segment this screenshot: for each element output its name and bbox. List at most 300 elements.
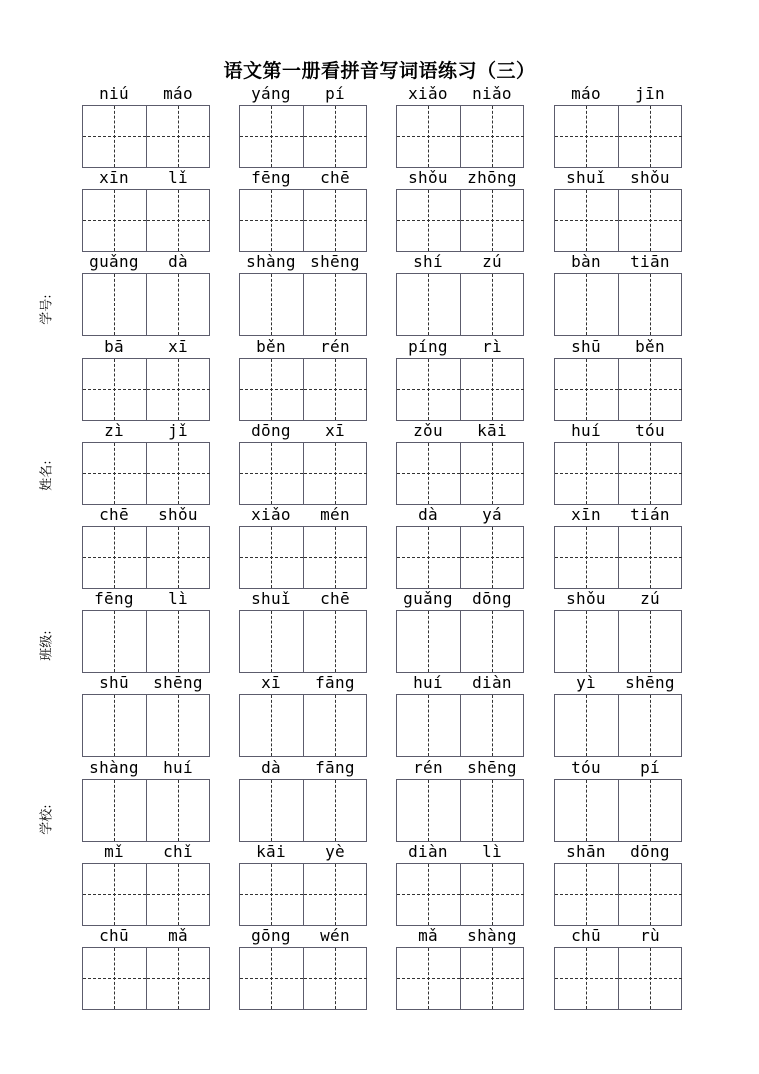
horizontal-guide-line bbox=[555, 389, 618, 390]
tianzi-cell[interactable] bbox=[460, 864, 524, 925]
vertical-guide-line bbox=[650, 274, 651, 335]
tianzi-cell[interactable] bbox=[240, 864, 303, 925]
pinyin-syllable: yè bbox=[325, 841, 345, 861]
tianzi-cell[interactable] bbox=[397, 527, 460, 588]
horizontal-guide-line bbox=[83, 389, 146, 390]
tianzi-cell[interactable] bbox=[460, 948, 524, 1009]
horizontal-guide-line bbox=[461, 473, 524, 474]
horizontal-guide-line bbox=[304, 136, 367, 137]
tianzi-cell[interactable] bbox=[460, 695, 524, 756]
tianzi-cell[interactable] bbox=[303, 948, 367, 1009]
word-box bbox=[554, 421, 682, 505]
tianzi-cell[interactable] bbox=[618, 106, 682, 167]
tianzi-cell[interactable] bbox=[555, 190, 618, 251]
pinyin-syllable: yì bbox=[576, 673, 596, 693]
pinyin-syllable: dōng bbox=[251, 420, 291, 440]
word-box bbox=[82, 589, 210, 673]
tianzi-cell[interactable] bbox=[303, 611, 367, 672]
horizontal-guide-line bbox=[240, 557, 303, 558]
tianzi-cell[interactable] bbox=[146, 443, 210, 504]
pinyin-syllable: shān bbox=[566, 841, 606, 861]
vertical-guide-line bbox=[335, 274, 336, 335]
pinyin-syllable: xī bbox=[261, 673, 281, 693]
horizontal-guide-line bbox=[555, 136, 618, 137]
side-label-field: 班级: bbox=[39, 630, 55, 661]
writing-grid[interactable] bbox=[396, 189, 524, 252]
tianzi-cell[interactable] bbox=[146, 695, 210, 756]
word-box bbox=[554, 337, 682, 421]
horizontal-guide-line bbox=[83, 978, 146, 979]
horizontal-guide-line bbox=[304, 220, 367, 221]
tianzi-cell[interactable] bbox=[240, 948, 303, 1009]
tianzi-cell[interactable] bbox=[397, 611, 460, 672]
pinyin-syllable: chū bbox=[571, 926, 601, 945]
pinyin-syllable: běn bbox=[256, 336, 286, 356]
pinyin-syllable: dà bbox=[418, 505, 438, 524]
tianzi-cell[interactable] bbox=[618, 359, 682, 420]
pinyin-syllable: chē bbox=[320, 589, 350, 609]
tianzi-cell[interactable] bbox=[303, 527, 367, 588]
writing-grid[interactable] bbox=[82, 610, 210, 673]
pinyin-syllable: tiān bbox=[630, 252, 670, 272]
tianzi-cell[interactable] bbox=[240, 359, 303, 420]
tianzi-cell[interactable] bbox=[83, 359, 146, 420]
vertical-guide-line bbox=[492, 274, 493, 335]
horizontal-guide-line bbox=[240, 894, 303, 895]
tianzi-cell[interactable] bbox=[618, 190, 682, 251]
pinyin-syllable: mén bbox=[320, 505, 350, 524]
word-box bbox=[396, 505, 524, 589]
pinyin-syllable: huí bbox=[163, 757, 193, 777]
horizontal-guide-line bbox=[397, 220, 460, 221]
horizontal-guide-line bbox=[147, 894, 210, 895]
tianzi-cell[interactable] bbox=[83, 695, 146, 756]
horizontal-guide-line bbox=[619, 894, 682, 895]
horizontal-guide-line bbox=[555, 557, 618, 558]
pinyin-syllable: běn bbox=[635, 336, 665, 356]
tianzi-cell[interactable] bbox=[146, 359, 210, 420]
tianzi-cell[interactable] bbox=[146, 611, 210, 672]
tianzi-cell[interactable] bbox=[146, 274, 210, 335]
vertical-guide-line bbox=[428, 274, 429, 335]
horizontal-guide-line bbox=[555, 473, 618, 474]
vertical-guide-line bbox=[271, 611, 272, 672]
word-box bbox=[396, 673, 524, 757]
horizontal-guide-line bbox=[83, 220, 146, 221]
pinyin-syllable: shū bbox=[571, 336, 601, 356]
pinyin-syllable: guǎng bbox=[89, 252, 139, 272]
vertical-guide-line bbox=[114, 611, 115, 672]
pinyin-syllable: zú bbox=[640, 589, 660, 609]
pinyin-syllable: shǒu bbox=[566, 589, 606, 609]
horizontal-guide-line bbox=[147, 136, 210, 137]
horizontal-guide-line bbox=[619, 136, 682, 137]
horizontal-guide-line bbox=[397, 557, 460, 558]
horizontal-guide-line bbox=[240, 473, 303, 474]
horizontal-guide-line bbox=[461, 978, 524, 979]
horizontal-guide-line bbox=[240, 978, 303, 979]
tianzi-cell[interactable] bbox=[555, 948, 618, 1009]
horizontal-guide-line bbox=[555, 978, 618, 979]
writing-grid[interactable] bbox=[554, 779, 682, 842]
tianzi-cell[interactable] bbox=[397, 948, 460, 1009]
pinyin-syllable: diàn bbox=[472, 673, 512, 693]
tianzi-cell[interactable] bbox=[397, 274, 460, 335]
pinyin-syllable: shǒu bbox=[408, 168, 448, 188]
horizontal-guide-line bbox=[619, 557, 682, 558]
side-label-field: 姓名: bbox=[39, 460, 55, 491]
word-box bbox=[82, 505, 210, 589]
tianzi-cell[interactable] bbox=[460, 106, 524, 167]
pinyin-syllable: shǒu bbox=[158, 505, 198, 524]
horizontal-guide-line bbox=[555, 894, 618, 895]
pinyin-syllable: shuǐ bbox=[251, 589, 291, 609]
tianzi-cell[interactable] bbox=[146, 780, 210, 841]
horizontal-guide-line bbox=[304, 473, 367, 474]
horizontal-guide-line bbox=[397, 473, 460, 474]
vertical-guide-line bbox=[178, 611, 179, 672]
tianzi-cell[interactable] bbox=[240, 695, 303, 756]
pinyin-syllable: shēng bbox=[467, 757, 517, 777]
pinyin-syllable: chū bbox=[99, 926, 129, 945]
tianzi-cell[interactable] bbox=[555, 780, 618, 841]
tianzi-cell[interactable] bbox=[460, 443, 524, 504]
pinyin-syllable: yá bbox=[482, 505, 502, 524]
writing-grid[interactable] bbox=[82, 779, 210, 842]
horizontal-guide-line bbox=[304, 557, 367, 558]
pinyin-syllable: chē bbox=[320, 168, 350, 188]
writing-grid[interactable] bbox=[554, 358, 682, 421]
tianzi-cell[interactable] bbox=[146, 948, 210, 1009]
writing-grid[interactable] bbox=[239, 442, 367, 505]
writing-grid[interactable] bbox=[396, 694, 524, 757]
pinyin-syllable: gōng bbox=[251, 926, 291, 945]
tianzi-cell[interactable] bbox=[146, 527, 210, 588]
writing-grid[interactable] bbox=[396, 526, 524, 589]
tianzi-cell[interactable] bbox=[83, 611, 146, 672]
pinyin-syllable: niǎo bbox=[472, 84, 512, 103]
writing-grid[interactable] bbox=[82, 442, 210, 505]
tianzi-cell[interactable] bbox=[303, 864, 367, 925]
pinyin-syllable: bàn bbox=[571, 252, 601, 272]
word-box bbox=[396, 842, 524, 926]
horizontal-guide-line bbox=[461, 389, 524, 390]
tianzi-cell[interactable] bbox=[240, 527, 303, 588]
tianzi-cell[interactable] bbox=[240, 106, 303, 167]
pinyin-syllable: rén bbox=[413, 757, 443, 777]
tianzi-cell[interactable] bbox=[460, 780, 524, 841]
pinyin-syllable: mǎ bbox=[168, 926, 188, 945]
vertical-guide-line bbox=[114, 274, 115, 335]
horizontal-guide-line bbox=[304, 894, 367, 895]
pinyin-syllable: xīn bbox=[99, 168, 129, 188]
word-box bbox=[396, 421, 524, 505]
pinyin-syllable: zì bbox=[104, 420, 124, 440]
horizontal-guide-line bbox=[619, 220, 682, 221]
pinyin-syllable: lǐ bbox=[168, 168, 188, 188]
writing-grid[interactable] bbox=[239, 105, 367, 168]
pinyin-syllable: shàng bbox=[467, 926, 517, 945]
tianzi-cell[interactable] bbox=[460, 611, 524, 672]
pinyin-syllable: máo bbox=[571, 84, 601, 103]
writing-grid[interactable] bbox=[82, 189, 210, 252]
word-box bbox=[239, 926, 367, 1010]
tianzi-cell[interactable] bbox=[146, 864, 210, 925]
writing-grid[interactable] bbox=[396, 358, 524, 421]
pinyin-syllable: shuǐ bbox=[566, 168, 606, 188]
tianzi-cell[interactable] bbox=[555, 864, 618, 925]
tianzi-cell[interactable] bbox=[397, 695, 460, 756]
writing-grid[interactable] bbox=[239, 273, 367, 336]
tianzi-cell[interactable] bbox=[618, 948, 682, 1009]
tianzi-cell[interactable] bbox=[618, 527, 682, 588]
tianzi-cell[interactable] bbox=[303, 359, 367, 420]
horizontal-guide-line bbox=[147, 978, 210, 979]
pinyin-syllable: lì bbox=[168, 589, 188, 609]
pinyin-syllable: wén bbox=[320, 926, 350, 945]
horizontal-guide-line bbox=[619, 978, 682, 979]
vertical-guide-line bbox=[492, 611, 493, 672]
pinyin-syllable: lì bbox=[482, 841, 502, 861]
writing-grid[interactable] bbox=[396, 273, 524, 336]
tianzi-cell[interactable] bbox=[555, 611, 618, 672]
tianzi-cell[interactable] bbox=[397, 864, 460, 925]
vertical-guide-line bbox=[335, 780, 336, 841]
word-box bbox=[239, 758, 367, 842]
pinyin-syllable: chē bbox=[99, 505, 129, 524]
pinyin-syllable: dà bbox=[168, 252, 188, 272]
vertical-guide-line bbox=[428, 695, 429, 756]
writing-grid[interactable] bbox=[82, 526, 210, 589]
word-box bbox=[239, 337, 367, 421]
tianzi-cell[interactable] bbox=[83, 106, 146, 167]
writing-grid[interactable] bbox=[239, 189, 367, 252]
word-box bbox=[82, 842, 210, 926]
pinyin-syllable: rù bbox=[640, 926, 660, 945]
pinyin-syllable: huí bbox=[571, 420, 601, 440]
horizontal-guide-line bbox=[304, 389, 367, 390]
horizontal-guide-line bbox=[240, 220, 303, 221]
vertical-guide-line bbox=[114, 780, 115, 841]
side-label-field: 学号: bbox=[39, 294, 55, 325]
word-box bbox=[554, 168, 682, 252]
tianzi-cell[interactable] bbox=[618, 611, 682, 672]
tianzi-cell[interactable] bbox=[146, 106, 210, 167]
writing-grid[interactable] bbox=[82, 947, 210, 1010]
word-box bbox=[554, 842, 682, 926]
tianzi-cell[interactable] bbox=[240, 274, 303, 335]
tianzi-cell[interactable] bbox=[397, 106, 460, 167]
tianzi-cell[interactable] bbox=[83, 443, 146, 504]
pinyin-syllable: niú bbox=[99, 84, 129, 103]
vertical-guide-line bbox=[335, 611, 336, 672]
tianzi-cell[interactable] bbox=[555, 359, 618, 420]
writing-grid[interactable] bbox=[554, 610, 682, 673]
word-box bbox=[554, 505, 682, 589]
word-box bbox=[239, 589, 367, 673]
writing-grid[interactable] bbox=[239, 526, 367, 589]
tianzi-cell[interactable] bbox=[303, 443, 367, 504]
tianzi-cell[interactable] bbox=[618, 695, 682, 756]
writing-grid[interactable] bbox=[396, 863, 524, 926]
vertical-guide-line bbox=[492, 695, 493, 756]
writing-grid[interactable] bbox=[396, 610, 524, 673]
writing-grid[interactable] bbox=[82, 863, 210, 926]
tianzi-cell[interactable] bbox=[460, 190, 524, 251]
writing-grid[interactable] bbox=[554, 526, 682, 589]
tianzi-cell[interactable] bbox=[460, 274, 524, 335]
word-box bbox=[82, 926, 210, 1010]
word-box bbox=[239, 168, 367, 252]
horizontal-guide-line bbox=[555, 220, 618, 221]
word-box bbox=[239, 84, 367, 168]
pinyin-syllable: shǒu bbox=[630, 168, 670, 188]
writing-grid[interactable] bbox=[239, 610, 367, 673]
pinyin-syllable: dà bbox=[261, 757, 281, 777]
tianzi-cell[interactable] bbox=[555, 106, 618, 167]
vertical-guide-line bbox=[178, 695, 179, 756]
writing-grid[interactable] bbox=[239, 947, 367, 1010]
pinyin-syllable: zǒu bbox=[413, 420, 443, 440]
pinyin-syllable: yáng bbox=[251, 84, 291, 103]
pinyin-syllable: pí bbox=[640, 757, 660, 777]
tianzi-cell[interactable] bbox=[240, 780, 303, 841]
pinyin-syllable: fāng bbox=[315, 757, 355, 777]
pinyin-syllable: shí bbox=[413, 252, 443, 272]
writing-grid[interactable] bbox=[554, 105, 682, 168]
word-box bbox=[82, 421, 210, 505]
writing-grid[interactable] bbox=[396, 105, 524, 168]
tianzi-cell[interactable] bbox=[397, 443, 460, 504]
pinyin-syllable: máo bbox=[163, 84, 193, 103]
vertical-guide-line bbox=[586, 780, 587, 841]
tianzi-cell[interactable] bbox=[303, 106, 367, 167]
vertical-guide-line bbox=[271, 695, 272, 756]
pinyin-syllable: shēng bbox=[153, 673, 203, 693]
word-box bbox=[239, 505, 367, 589]
tianzi-cell[interactable] bbox=[83, 780, 146, 841]
writing-grid[interactable] bbox=[82, 358, 210, 421]
tianzi-cell[interactable] bbox=[83, 864, 146, 925]
horizontal-guide-line bbox=[397, 136, 460, 137]
tianzi-cell[interactable] bbox=[397, 780, 460, 841]
word-box bbox=[396, 926, 524, 1010]
word-box bbox=[239, 673, 367, 757]
tianzi-cell[interactable] bbox=[83, 948, 146, 1009]
horizontal-guide-line bbox=[83, 473, 146, 474]
tianzi-cell[interactable] bbox=[303, 695, 367, 756]
pinyin-syllable: shàng bbox=[246, 252, 296, 272]
writing-grid[interactable] bbox=[82, 694, 210, 757]
horizontal-guide-line bbox=[619, 473, 682, 474]
writing-grid[interactable] bbox=[239, 779, 367, 842]
pinyin-syllable: kāi bbox=[256, 841, 286, 861]
tianzi-cell[interactable] bbox=[618, 780, 682, 841]
pinyin-syllable: rén bbox=[320, 336, 350, 356]
tianzi-cell[interactable] bbox=[303, 190, 367, 251]
writing-grid[interactable] bbox=[82, 273, 210, 336]
pinyin-syllable: xī bbox=[168, 336, 188, 356]
writing-grid[interactable] bbox=[239, 694, 367, 757]
tianzi-cell[interactable] bbox=[618, 443, 682, 504]
tianzi-cell[interactable] bbox=[618, 864, 682, 925]
vertical-guide-line bbox=[335, 695, 336, 756]
horizontal-guide-line bbox=[397, 894, 460, 895]
writing-grid[interactable] bbox=[396, 442, 524, 505]
tianzi-cell[interactable] bbox=[303, 274, 367, 335]
horizontal-guide-line bbox=[147, 557, 210, 558]
writing-grid[interactable] bbox=[82, 105, 210, 168]
writing-grid[interactable] bbox=[554, 694, 682, 757]
writing-grid[interactable] bbox=[554, 442, 682, 505]
tianzi-cell[interactable] bbox=[460, 359, 524, 420]
vertical-guide-line bbox=[586, 611, 587, 672]
tianzi-cell[interactable] bbox=[555, 274, 618, 335]
pinyin-syllable: zhōng bbox=[467, 168, 517, 188]
writing-grid[interactable] bbox=[239, 863, 367, 926]
pinyin-syllable: shēng bbox=[310, 252, 360, 272]
pinyin-syllable: fāng bbox=[315, 673, 355, 693]
word-box bbox=[82, 252, 210, 336]
pinyin-syllable: jǐ bbox=[168, 420, 188, 440]
writing-grid[interactable] bbox=[554, 863, 682, 926]
tianzi-cell[interactable] bbox=[83, 527, 146, 588]
pinyin-syllable: jīn bbox=[635, 84, 665, 103]
tianzi-cell[interactable] bbox=[146, 190, 210, 251]
tianzi-cell[interactable] bbox=[555, 443, 618, 504]
writing-grid[interactable] bbox=[396, 779, 524, 842]
tianzi-cell[interactable] bbox=[240, 443, 303, 504]
tianzi-cell[interactable] bbox=[397, 359, 460, 420]
writing-grid[interactable] bbox=[239, 358, 367, 421]
tianzi-cell[interactable] bbox=[555, 527, 618, 588]
horizontal-guide-line bbox=[240, 136, 303, 137]
writing-grid[interactable] bbox=[554, 273, 682, 336]
side-label-field: 学校: bbox=[39, 804, 55, 835]
writing-grid[interactable] bbox=[396, 947, 524, 1010]
tianzi-cell[interactable] bbox=[240, 611, 303, 672]
pinyin-syllable: xiǎo bbox=[251, 505, 291, 524]
word-box bbox=[82, 337, 210, 421]
tianzi-cell[interactable] bbox=[303, 780, 367, 841]
pinyin-syllable: huí bbox=[413, 673, 443, 693]
pinyin-syllable: zú bbox=[482, 252, 502, 272]
tianzi-cell[interactable] bbox=[240, 190, 303, 251]
tianzi-cell[interactable] bbox=[397, 190, 460, 251]
word-box bbox=[82, 758, 210, 842]
horizontal-guide-line bbox=[83, 136, 146, 137]
word-box bbox=[82, 168, 210, 252]
tianzi-cell[interactable] bbox=[555, 695, 618, 756]
pinyin-syllable: píng bbox=[408, 336, 448, 356]
word-box bbox=[554, 758, 682, 842]
tianzi-cell[interactable] bbox=[83, 190, 146, 251]
word-box bbox=[396, 337, 524, 421]
pinyin-syllable: kāi bbox=[477, 420, 507, 440]
horizontal-guide-line bbox=[147, 473, 210, 474]
writing-grid[interactable] bbox=[554, 189, 682, 252]
pinyin-syllable: fēng bbox=[94, 589, 134, 609]
horizontal-guide-line bbox=[461, 557, 524, 558]
tianzi-cell[interactable] bbox=[618, 274, 682, 335]
pinyin-syllable: tián bbox=[630, 505, 670, 524]
vertical-guide-line bbox=[178, 780, 179, 841]
pinyin-syllable: mǎ bbox=[418, 926, 438, 945]
tianzi-cell[interactable] bbox=[460, 527, 524, 588]
writing-grid[interactable] bbox=[554, 947, 682, 1010]
tianzi-cell[interactable] bbox=[83, 274, 146, 335]
pinyin-syllable: dōng bbox=[630, 841, 670, 861]
